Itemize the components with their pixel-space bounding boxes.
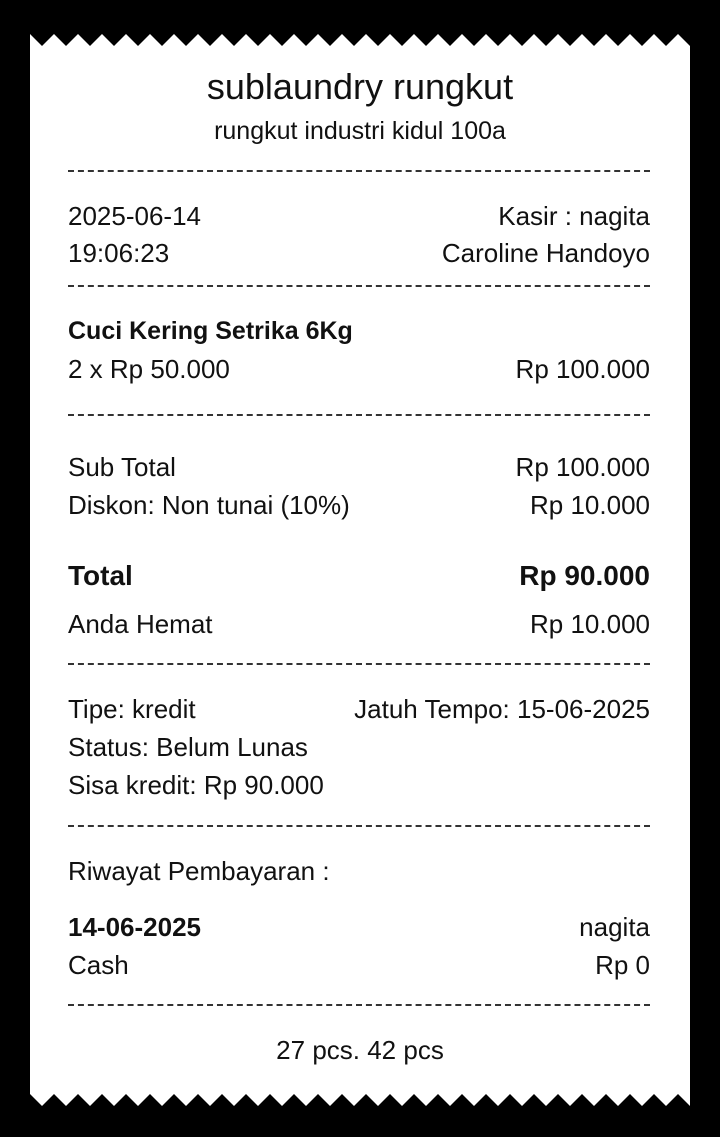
subtotal-value: Rp 100.000 bbox=[515, 452, 650, 482]
divider bbox=[68, 1004, 650, 1006]
credit-type: Tipe: kredit bbox=[68, 694, 196, 724]
item-qty-price: 2 x Rp 50.000 bbox=[68, 354, 230, 384]
payment-amount: Rp 0 bbox=[595, 950, 650, 980]
store-address: rungkut industri kidul 100a bbox=[214, 117, 506, 145]
receipt bbox=[30, 45, 690, 1095]
divider bbox=[68, 663, 650, 665]
credit-due-date: Jatuh Tempo: 15-06-2025 bbox=[354, 694, 650, 724]
payment-method: Cash bbox=[68, 950, 129, 980]
divider bbox=[68, 825, 650, 827]
saving-value: Rp 10.000 bbox=[530, 609, 650, 639]
subtotal-label: Sub Total bbox=[68, 452, 176, 482]
credit-status: Status: Belum Lunas bbox=[68, 732, 308, 762]
credit-remaining: Sisa kredit: Rp 90.000 bbox=[68, 770, 324, 800]
item-amount: Rp 100.000 bbox=[515, 354, 650, 384]
customer-name: Caroline Handoyo bbox=[441, 238, 650, 268]
discount-value: Rp 10.000 bbox=[530, 490, 650, 520]
saving-label: Anda Hemat bbox=[68, 609, 213, 639]
discount-label: Diskon: Non tunai (10%) bbox=[68, 490, 350, 520]
footer-count: 27 pcs. 42 pcs bbox=[276, 1035, 444, 1065]
payment-cashier: nagita bbox=[579, 912, 650, 942]
divider bbox=[68, 414, 650, 416]
receipt-date: 2025-06-14 bbox=[68, 201, 201, 231]
divider bbox=[68, 170, 650, 172]
divider bbox=[68, 285, 650, 287]
total-label: Total bbox=[68, 560, 133, 591]
payment-history-heading: Riwayat Pembayaran : bbox=[68, 856, 330, 886]
cashier-label: Kasir : nagita bbox=[498, 201, 650, 231]
total-value: Rp 90.000 bbox=[519, 560, 650, 591]
receipt-time: 19:06:23 bbox=[68, 238, 170, 268]
item-name: Cuci Kering Setrika 6Kg bbox=[68, 317, 353, 345]
store-name: sublaundry rungkut bbox=[206, 66, 514, 107]
payment-date: 14-06-2025 bbox=[68, 912, 201, 942]
